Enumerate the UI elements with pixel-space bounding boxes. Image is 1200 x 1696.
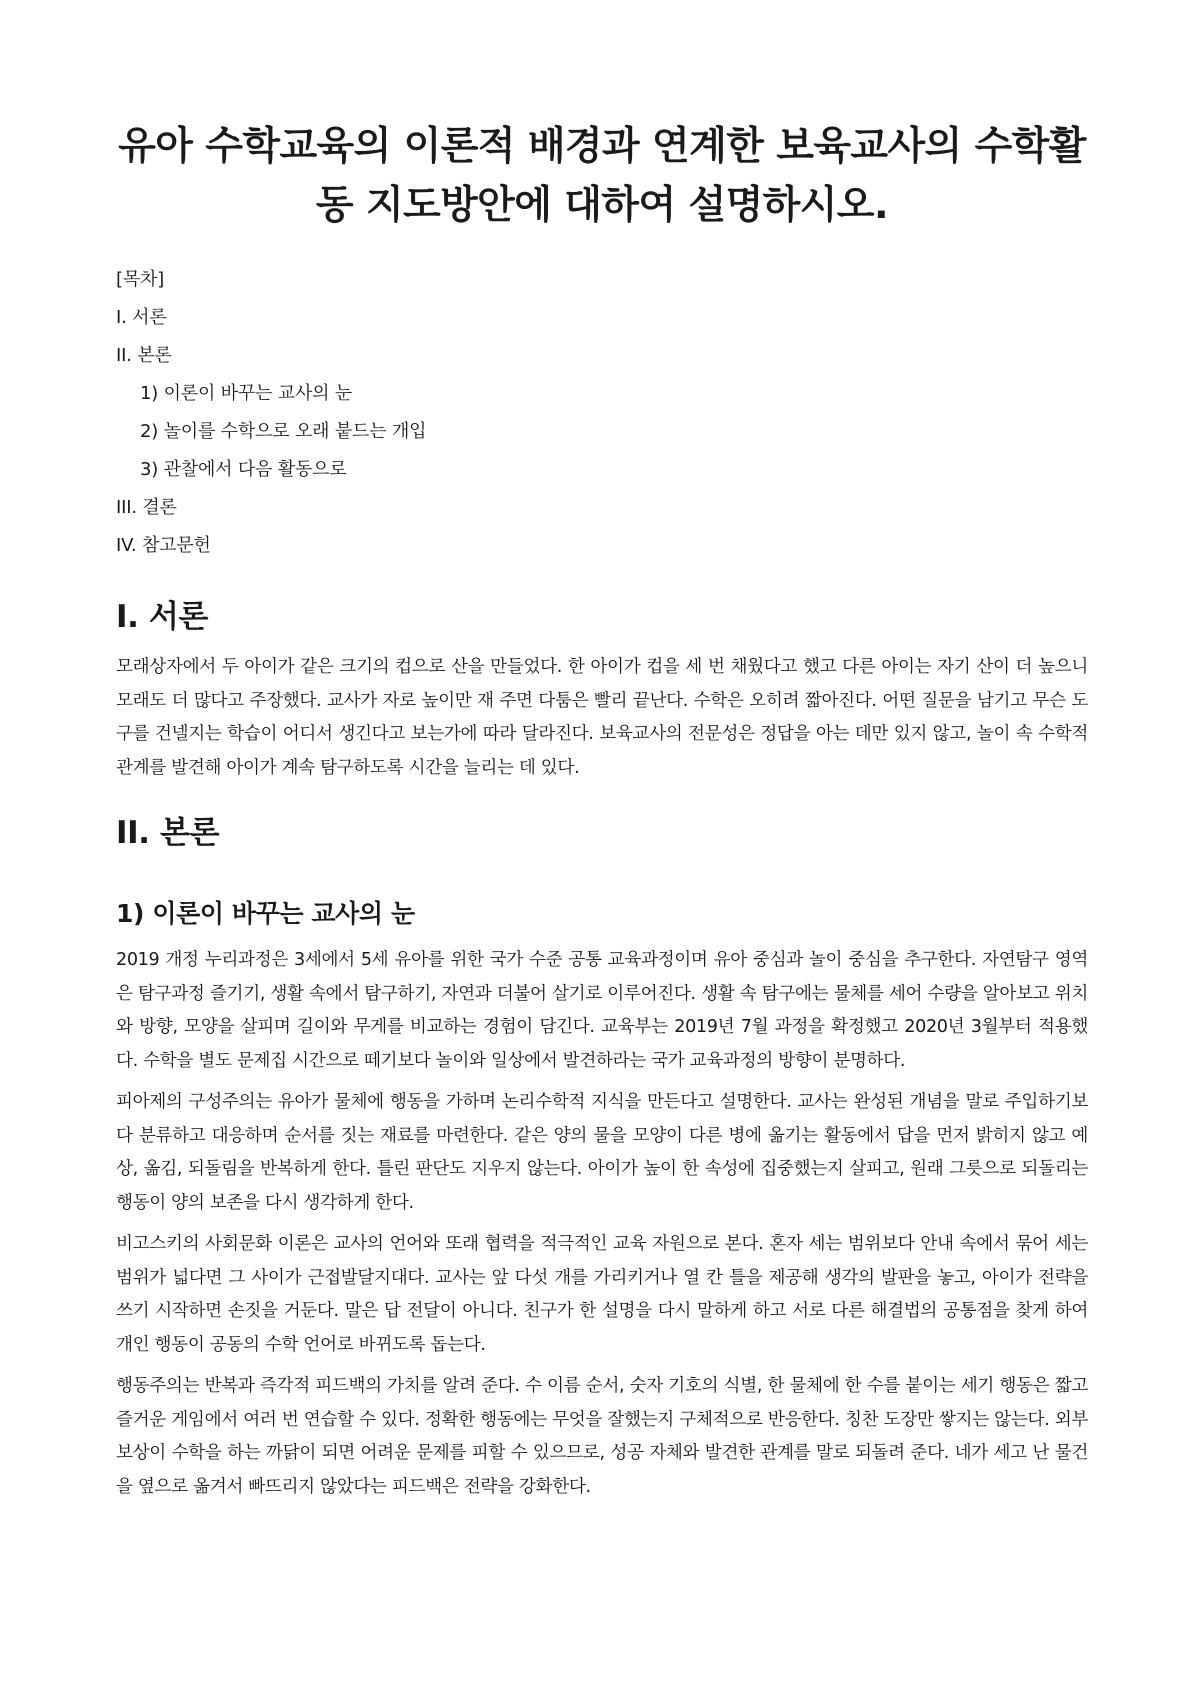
toc-subitem: 1) 이론이 바꾸는 교사의 눈 (140, 383, 353, 404)
toc-subitem: 2) 놀이를 수학으로 오래 붙드는 개입 (140, 421, 427, 442)
body-paragraph: 2019 개정 누리과정은 3세에서 5세 유아를 위한 국가 수준 공통 교육과정이며 유아 중심과 놀이 중심을 추구한다. 자연탐구 영역은 탐구과정 즐기기, 생활 속에서 탐구하기, 자연과 더불어 살기로 이루어진다. 생활 속 탐구에는 물체를 세어 수량을 알아보고 위치와 방향, 모양을 살피며 길이와 무게를 비교하는 경험이 담긴다. 교육부는 2019년 7월 과정을 확정했고 2020년 3월부터 적용했다. 수학을 별도 문제집 시간으로 떼기보다 놀이와 일상에서 발견하라는 국가 교육과정의 방향이 분명하다. (116, 950, 1088, 1071)
body-heading: II. 본론 (116, 815, 220, 852)
toc-item: IV. 참고문헌 (116, 535, 211, 556)
table-of-contents (116, 261, 1088, 565)
section-1-heading: 1) 이론이 바꾸는 교사의 눈 (116, 898, 415, 928)
body-paragraph: 피아제의 구성주의는 유아가 물체에 행동을 가하며 논리수학적 지식을 만든다고 설명한다. 교사는 완성된 개념을 말로 주입하기보다 분류하고 대응하며 순서를 짓는 재료를 마련한다. 같은 양의 물을 모양이 다른 병에 옮기는 활동에서 답을 먼저 밝히지 않고 예상, 옮김, 되돌림을 반복하게 한다. 틀린 판단도 지우지 않는다. 아이가 높이 한 속성에 집중했는지 살피고, 원래 그릇으로 되돌리는 행동이 양의 보존을 다시 생각하게 한다. (116, 1092, 1088, 1213)
toc-subitem: 3) 관찰에서 다음 활동으로 (140, 459, 347, 480)
body-paragraph: 행동주의는 반복과 즉각적 피드백의 가치를 알려 준다. 수 이름 순서, 숫자 기호의 식별, 한 물체에 한 수를 붙이는 세기 행동은 짧고 즐거운 게임에서 여러 번 연습할 수 있다. 정확한 행동에는 무엇을 잘했는지 구체적으로 반응한다. 칭찬 도장만 쌓지는 않는다. 외부 보상이 수학을 하는 까닭이 되면 어려운 문제를 피할 수 있으므로, 성공 자체와 발견한 관계를 말로 되돌려 준다. 네가 세고 난 물건을 옆으로 옮겨서 빠뜨리지 않았다는 피드백은 전략을 강화한다. (116, 1376, 1088, 1497)
toc-item: II. 본론 (116, 345, 172, 366)
toc-label: [목차] (116, 269, 165, 290)
intro-heading: I. 서론 (116, 599, 208, 635)
body-paragraph: 비고스키의 사회문화 이론은 교사의 언어와 또래 협력을 적극적인 교육 자원으로 본다. 혼자 세는 범위보다 안내 속에서 묶어 세는 범위가 넓다면 그 사이가 근접발달지대다. 교사는 앞 다섯 개를 가리키거나 열 칸 틀을 제공해 생각의 발판을 놓고, 아이가 전략을 쓰기 시작하면 손짓을 거둔다. 말은 답 전달이 아니다. 친구가 한 설명을 다시 말하게 하고 서로 다른 해결법의 공통점을 찾게 하여 개인 행동이 공동의 수학 언어로 바뀌도록 돕는다. (116, 1234, 1088, 1355)
toc-item: III. 결론 (116, 497, 177, 518)
intro-paragraph: 모래상자에서 두 아이가 같은 크기의 컵으로 산을 만들었다. 한 아이가 컵을 세 번 채웠다고 했고 다른 아이는 자기 산이 더 높으니 모래도 더 많다고 주장했다. 교사가 자로 높이만 재 주면 다툼은 빨리 끝난다. 수학은 오히려 짧아진다. 어떤 질문을 남기고 무슨 도구를 건넬지는 학습이 어디서 생긴다고 보는가에 따라 달라진다. 보육교사의 전문성은 정답을 아는 데만 있지 않고, 놀이 속 수학적 관계를 발견해 아이가 계속 탐구하도록 시간을 늘리는 데 있다. (116, 657, 1088, 778)
toc-item: I. 서론 (116, 307, 167, 328)
document-title: 유아 수학교육의 이론적 배경과 연계한 보육교사의 수학활동 지도방안에 대하여 설명하시오. (118, 124, 1086, 228)
